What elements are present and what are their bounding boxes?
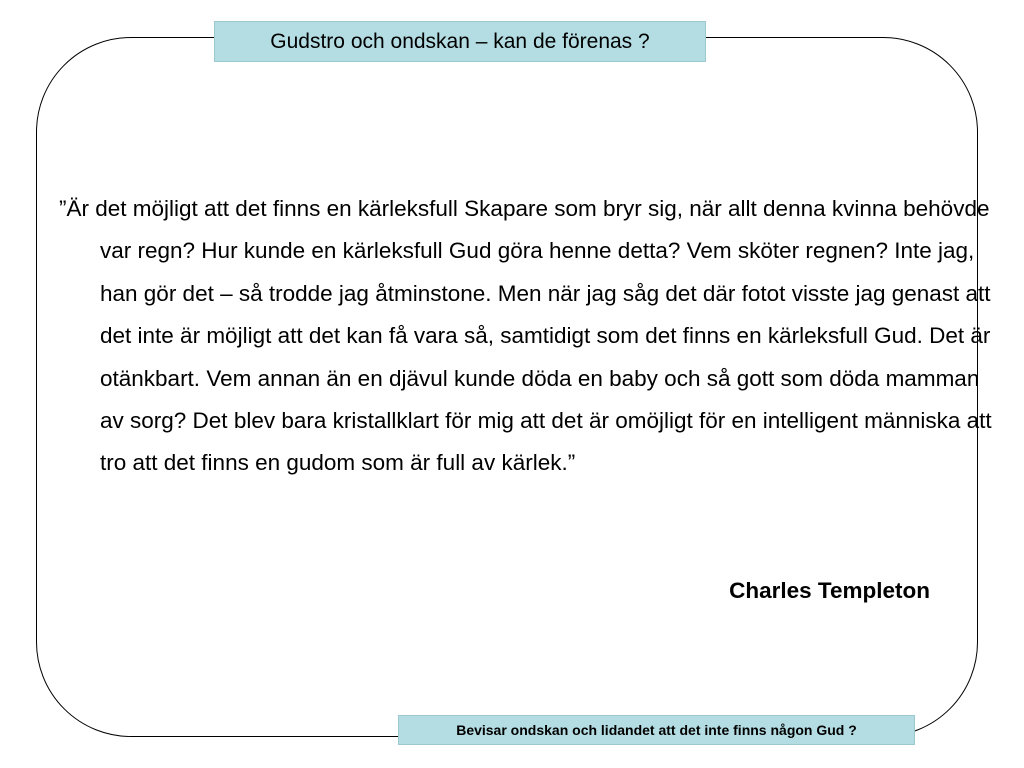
quote-author: Charles Templeton [729, 578, 930, 603]
footer-caption: Bevisar ondskan och lidandet att det inte finns någon Gud ? [398, 715, 915, 745]
quote-text: ”Är det möjligt att det finns en kärleksfull Skapare som bryr sig, när allt denna kvinna behövde var regn? Hur kunde en kärleksfull Gud göra henne detta? Vem sköter regnen? Inte jag, han gör det – så trodde jag åtminstone. Men när jag såg det där fotot visste jag genast att det inte är möjligt att det kan få vara så, samtidigt som det finns en kärleksfull Gud. Det är otänkbart. Vem annan än en djävul kunde döda en baby och så gott som döda mamman av sorg? Det blev bara kristallklart för mig att det är omöjligt för en intelligent människa att tro att det finns en gudom som är full av kärlek.” [59, 196, 992, 476]
slide-title: Gudstro och ondskan – kan de förenas ? [214, 21, 706, 62]
